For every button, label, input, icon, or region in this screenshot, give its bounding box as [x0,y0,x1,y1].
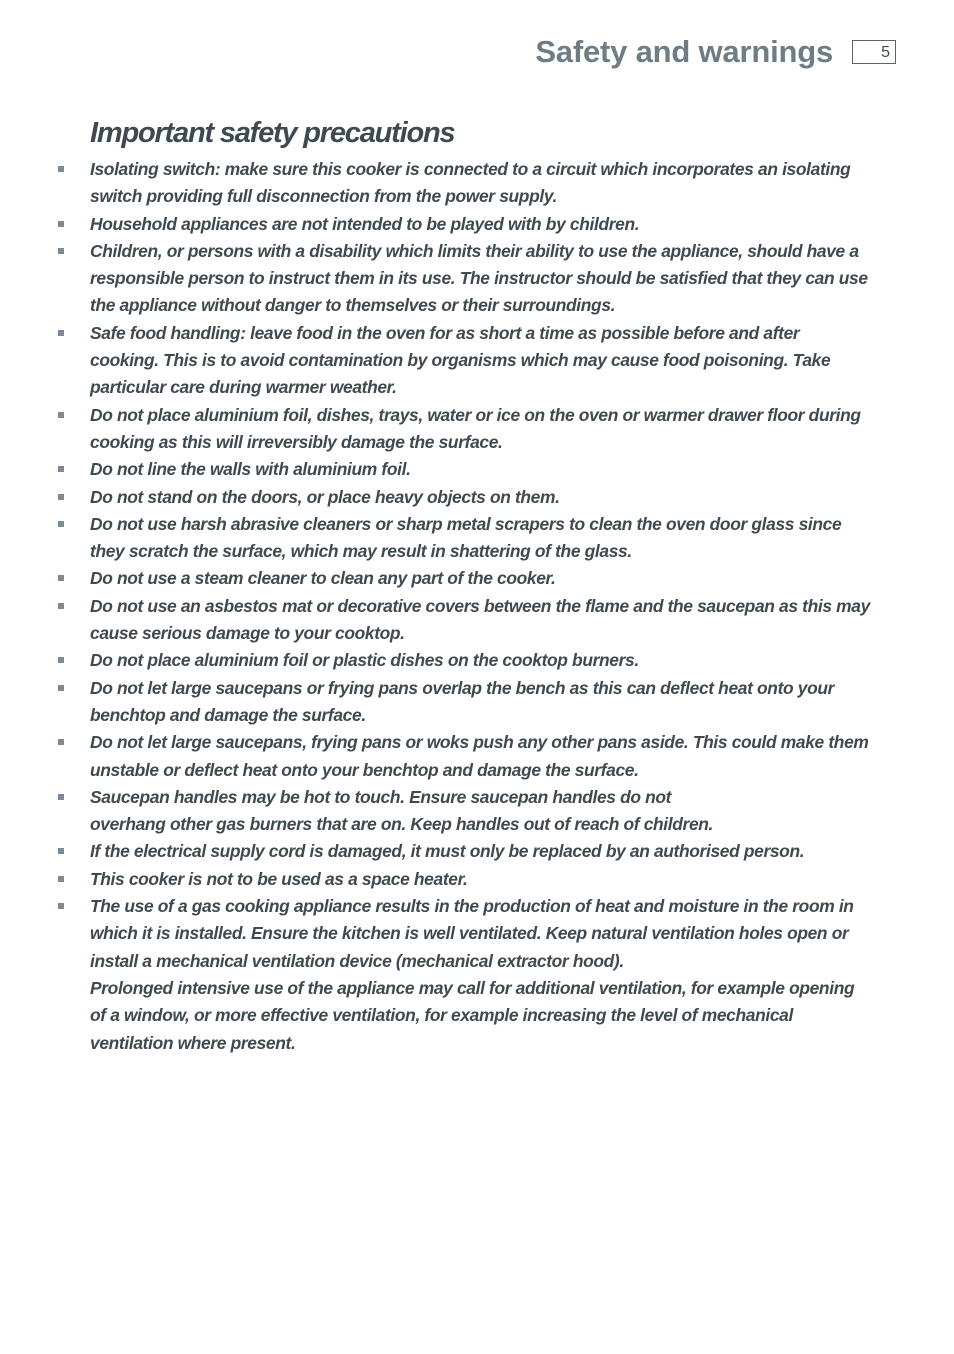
section-title: Safety and warnings [535,34,833,69]
list-item-text-line: Household appliances are not intended to be played with by children. [90,213,640,234]
list-item-text-line: If the electrical supply cord is damaged, it must only be replaced by an authorised person. [90,841,805,862]
list-item-text-line: overhang other gas burners that are on. Keep handles out of reach of children. [90,814,714,835]
safety-precautions-list [0,156,954,1057]
list-item-text-line: of a window, or more effective ventilation, for example increasing the level of mechanical [90,1005,793,1026]
list-item [0,893,954,1057]
list-item [0,402,954,457]
square-bullet-icon [58,794,64,800]
page-heading: Important safety precautions [90,117,455,149]
list-item-text-line: the appliance without danger to themselves or their surroundings. [90,295,616,316]
square-bullet-icon [58,685,64,691]
square-bullet-icon [58,330,64,336]
square-bullet-icon [58,575,64,581]
list-item [0,866,954,893]
list-item [0,593,954,648]
square-bullet-icon [58,221,64,227]
list-item-text-line: which it is installed. Ensure the kitchen is well ventilated. Keep natural ventilation holes open or [90,923,849,944]
square-bullet-icon [58,248,64,254]
list-item-text-line: Do not stand on the doors, or place heavy objects on them. [90,486,560,507]
list-item [0,156,954,211]
page-number-box [852,40,896,64]
list-item [0,729,954,784]
list-item-text-line: Do not let large saucepans or frying pans overlap the bench as this can deflect heat onto your [90,677,835,698]
square-bullet-icon [58,166,64,172]
list-item [0,675,954,730]
list-item-text-line: install a mechanical ventilation device (mechanical extractor hood). [90,950,624,971]
square-bullet-icon [58,903,64,909]
main-content [0,113,954,1057]
list-item-text-line: benchtop and damage the surface. [90,704,366,725]
list-item-text-line: Do not place aluminium foil or plastic dishes on the cooktop burners. [90,650,639,671]
list-item-text-line: ventilation where present. [90,1032,296,1053]
list-item-text-line: This cooker is not to be used as a space heater. [90,868,468,889]
list-item-text-line: Prolonged intensive use of the appliance may call for additional ventilation, for example opening [90,977,855,998]
list-item [0,647,954,674]
list-item [0,211,954,238]
square-bullet-icon [58,876,64,882]
list-item [0,238,954,320]
list-item-text-line: Do not use an asbestos mat or decorative covers between the flame and the saucepan as this may [90,595,870,616]
square-bullet-icon [58,412,64,418]
list-item [0,456,954,483]
square-bullet-icon [58,739,64,745]
list-item-text-line: The use of a gas cooking appliance results in the production of heat and moisture in the room in [90,896,854,917]
list-item-text-line: Safe food handling: leave food in the oven for as short a time as possible before and after [90,322,800,343]
list-item [0,784,954,839]
list-item-text-line: switch providing full disconnection from the power supply. [90,186,557,207]
square-bullet-icon [58,494,64,500]
list-item-text-line: Saucepan handles may be hot to touch. Ensure saucepan handles do not [90,786,672,807]
list-item-text-line: Do not let large saucepans, frying pans or woks push any other pans aside. This could make them [90,732,869,753]
list-item-text-line: Do not place aluminium foil, dishes, trays, water or ice on the oven or warmer drawer floor during [90,404,861,425]
list-item-text-line: Isolating switch: make sure this cooker is connected to a circuit which incorporates an isolating [90,159,851,179]
square-bullet-icon [58,466,64,472]
list-item [0,320,954,402]
list-item [0,565,954,592]
list-item [0,484,954,511]
page-number: 5 [881,44,890,61]
list-item-text-line: Do not use harsh abrasive cleaners or sharp metal scrapers to clean the oven door glass since [90,513,842,534]
list-item-text-line: Do not use a steam cleaner to clean any part of the cooker. [90,568,556,589]
list-item-text-line: Children, or persons with a disability which limits their ability to use the appliance, should have a [90,240,859,261]
list-item-text-line: cooking. This is to avoid contamination by organisms which may cause food poisoning. Take [90,350,831,371]
square-bullet-icon [58,521,64,527]
list-item-text-line: unstable or deflect heat onto your benchtop and damage the surface. [90,759,639,780]
list-item-text-line: particular care during warmer weather. [90,377,397,398]
square-bullet-icon [58,603,64,609]
list-item-text-line: responsible person to instruct them in its use. The instructor should be satisfied that they can use [90,268,868,289]
list-item-text-line: cause serious damage to your cooktop. [90,623,405,644]
list-item-text-line: they scratch the surface, which may result in shattering of the glass. [90,541,632,562]
list-item-text-line: Do not line the walls with aluminium foil. [90,459,411,480]
list-item-text-line: cooking as this will irreversibly damage the surface. [90,431,503,452]
list-item [0,511,954,566]
page-header [535,30,896,74]
list-item [0,838,954,865]
square-bullet-icon [58,848,64,854]
square-bullet-icon [58,657,64,663]
